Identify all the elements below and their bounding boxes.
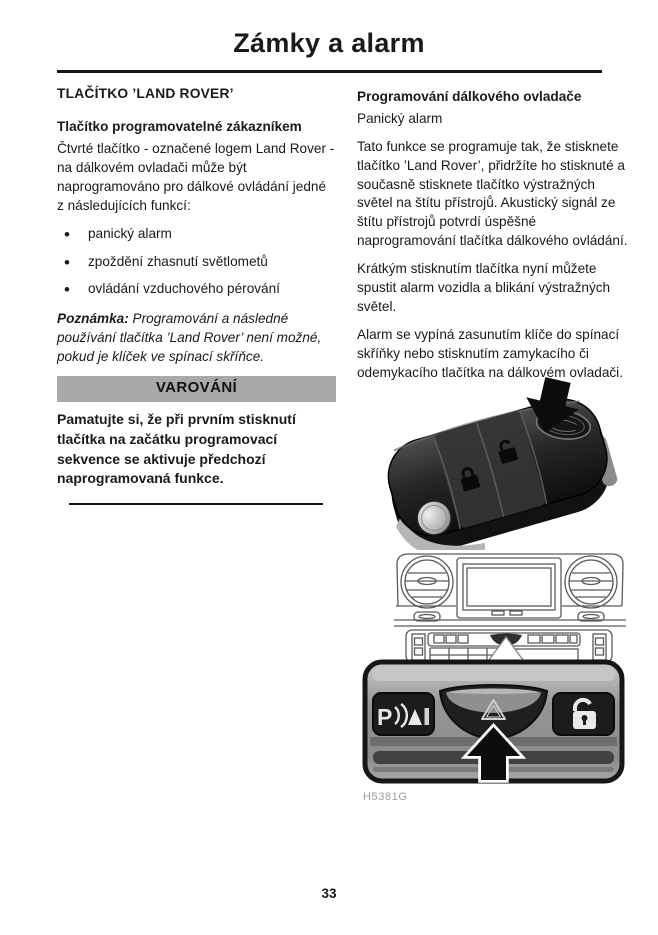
- note-text: Programování a následné používání tlačítka ’Land Rover’ není možné, pokud je klíček ve spínací skříňce.: [57, 311, 322, 365]
- intro-paragraph: Čtvrté tlačítko - označené logem Land Rover - na dálkovém ovladači může být naprogramováno pro dálkové ovládání jedné z následujících funkcí:: [57, 141, 335, 213]
- indicator-bar-icon: [425, 708, 430, 725]
- left-stack-btn: [415, 648, 423, 655]
- console-button: [446, 635, 456, 643]
- right-vent: [565, 556, 617, 608]
- parking-button-label: P: [377, 704, 393, 730]
- note-label: Poznámka:: [57, 311, 129, 327]
- panel-top-highlight: [372, 667, 615, 681]
- left-vent: [401, 556, 453, 608]
- right-stack-btn: [596, 648, 604, 655]
- page-title: Zámky a alarm: [233, 28, 425, 58]
- paragraph: Alarm se vypíná zasunutím klíče do spínací skříňky nebo stisknutím zamykacího či odemykacího tlačítka na dálkovém ovladači.: [357, 326, 623, 380]
- warning-title-bar: VAROVÁNÍ: [57, 376, 336, 402]
- dashboard-illustration: [394, 548, 626, 664]
- parking-sensor-button: [373, 693, 434, 735]
- list-item: • zpoždění zhasnutí světlometů: [57, 253, 336, 272]
- paragraph: Tato funkce se programuje tak, že stisknete tlačítko ’Land Rover’, přidržíte ho stisknuté a současně stisknete tlačítko výstražných světel na štítu přístrojů. Akustický signál ze štítu přístrojů potvrdí úspěšné naprogramování tlačítka dálkového ovládání.: [357, 138, 628, 249]
- console-button: [570, 635, 577, 643]
- page-number: 33: [321, 886, 337, 901]
- console-button: [528, 635, 540, 643]
- list-item: • ovládání vzduchového pérování: [57, 280, 336, 299]
- paragraph: Krátkým stisknutím tlačítka nyní můžete spustit alarm vozidla a blikání výstražných světel.: [357, 261, 611, 314]
- function-list: [57, 225, 336, 300]
- console-button: [556, 635, 568, 643]
- right-stack-btn: [596, 638, 604, 645]
- list-item: • panický alarm: [57, 225, 336, 244]
- key-fob-body: [382, 388, 624, 550]
- right-heading: Programování dálkového ovladače: [357, 89, 582, 104]
- button-panel-illustration: [362, 659, 625, 789]
- unlock-button: [553, 693, 614, 735]
- title-divider: [57, 70, 602, 73]
- section-divider: [69, 503, 323, 505]
- warning-box: [57, 376, 336, 489]
- dash-outline: [397, 554, 623, 606]
- left-stack-btn: [415, 638, 423, 645]
- console-button: [434, 635, 444, 643]
- section-heading: TLAČÍTKO ’LAND ROVER’: [57, 86, 234, 101]
- figure-caption: H5381G: [363, 791, 408, 803]
- left-column: [57, 84, 336, 505]
- center-display: [457, 558, 561, 618]
- right-subheading: Panický alarm: [357, 110, 443, 126]
- console-button: [542, 635, 554, 643]
- console-button: [458, 635, 468, 643]
- fascia-lines: [394, 606, 626, 626]
- left-slot-inner: [419, 615, 435, 619]
- right-slot-inner: [583, 615, 599, 619]
- key-fob-illustration: [382, 374, 624, 550]
- note: [57, 310, 336, 367]
- right-column: [357, 88, 629, 391]
- subsection-heading: Tlačítko programovatelné zákazníkem: [57, 119, 302, 135]
- warning-text: Pamatujte si, že při prvním stisknutí tlačítka na začátku programovací sekvence se aktivuje předchozí naprogramovaná funkce.: [57, 410, 296, 487]
